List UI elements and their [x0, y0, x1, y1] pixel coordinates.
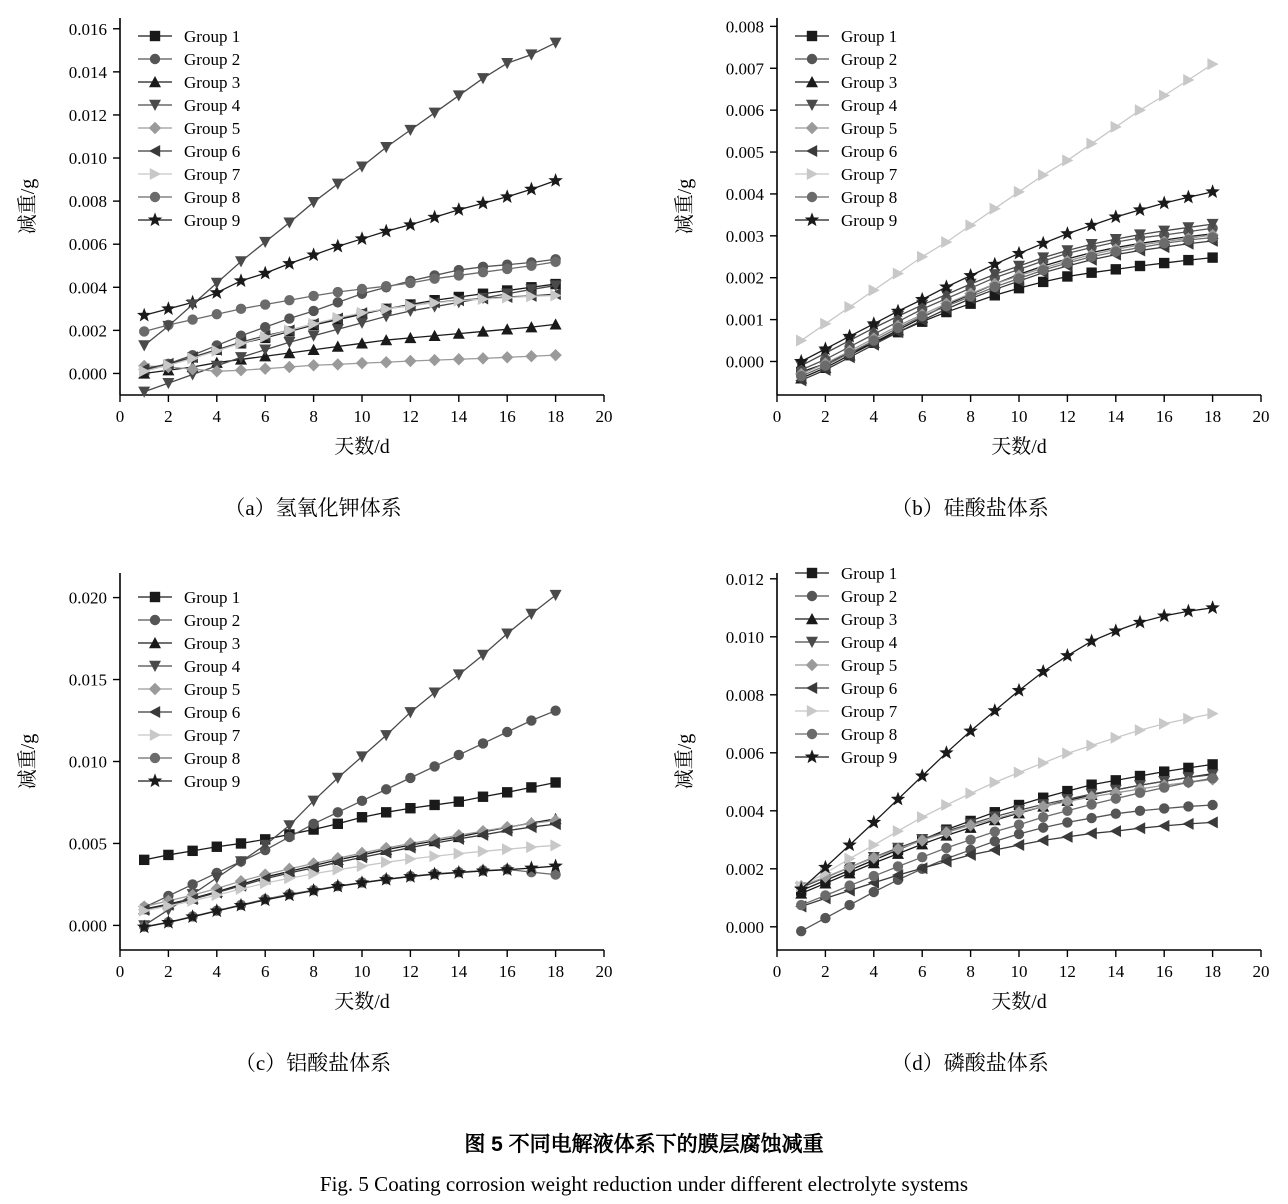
- svg-text:12: 12: [401, 962, 419, 981]
- svg-text:Group 2: Group 2: [841, 50, 898, 69]
- svg-text:Group 3: Group 3: [184, 73, 241, 92]
- svg-text:10: 10: [353, 407, 371, 426]
- svg-text:Group 6: Group 6: [184, 703, 241, 722]
- svg-text:0.014: 0.014: [68, 62, 107, 82]
- svg-text:0.003: 0.003: [725, 226, 764, 246]
- svg-text:0.020: 0.020: [68, 588, 107, 608]
- svg-text:0.004: 0.004: [725, 801, 764, 821]
- svg-text:Group 7: Group 7: [841, 702, 898, 721]
- svg-text:14: 14: [450, 962, 468, 981]
- plot-area-b: [665, 0, 1275, 470]
- svg-text:8: 8: [966, 962, 975, 981]
- panel-b: [665, 0, 1275, 540]
- svg-text:6: 6: [260, 962, 270, 981]
- svg-text:Group 7: Group 7: [184, 165, 241, 184]
- svg-text:10: 10: [353, 962, 371, 981]
- svg-text:Group 5: Group 5: [184, 119, 241, 138]
- svg-text:Group 4: Group 4: [184, 657, 241, 676]
- svg-text:Group 9: Group 9: [184, 211, 241, 230]
- svg-text:20: 20: [595, 962, 613, 981]
- svg-text:0.006: 0.006: [725, 101, 764, 121]
- svg-text:Group 8: Group 8: [184, 749, 241, 768]
- svg-text:Group 6: Group 6: [184, 142, 241, 161]
- svg-text:2: 2: [164, 407, 173, 426]
- svg-text:0.010: 0.010: [68, 752, 107, 772]
- svg-text:Group 4: Group 4: [841, 96, 898, 115]
- figure-title-cn: 图 5 不同电解液体系下的膜层腐蚀减重: [464, 1133, 824, 1156]
- svg-text:16: 16: [1155, 407, 1173, 426]
- svg-text:Group 6: Group 6: [841, 142, 898, 161]
- svg-text:Group 1: Group 1: [184, 27, 241, 46]
- svg-text:0.000: 0.000: [68, 364, 107, 384]
- plot-area-a: [8, 0, 618, 470]
- svg-text:4: 4: [869, 962, 879, 981]
- svg-text:Group 5: Group 5: [841, 656, 898, 675]
- svg-text:Group 1: Group 1: [184, 588, 241, 607]
- svg-text:0.005: 0.005: [68, 834, 107, 854]
- svg-text:14: 14: [1107, 407, 1125, 426]
- svg-text:Group 4: Group 4: [184, 96, 241, 115]
- svg-text:0.010: 0.010: [68, 149, 107, 169]
- plot-area-c: [8, 555, 618, 1025]
- panel-d-caption: （d）磷酸盐体系: [891, 1051, 1049, 1075]
- panel-b-caption: （b）硅酸盐体系: [891, 496, 1049, 520]
- svg-text:18: 18: [547, 407, 565, 426]
- svg-text:Group 3: Group 3: [841, 73, 898, 92]
- svg-text:0.008: 0.008: [725, 17, 764, 37]
- svg-text:0.015: 0.015: [68, 670, 107, 690]
- svg-text:8: 8: [309, 407, 318, 426]
- plot-area-d: [665, 555, 1275, 1025]
- svg-text:18: 18: [1204, 407, 1222, 426]
- svg-text:0.002: 0.002: [725, 859, 764, 879]
- svg-text:0.008: 0.008: [68, 192, 107, 212]
- svg-text:18: 18: [1204, 962, 1222, 981]
- svg-text:18: 18: [547, 962, 565, 981]
- svg-text:Group 4: Group 4: [841, 633, 898, 652]
- svg-text:0.012: 0.012: [68, 105, 107, 125]
- svg-text:减重/g: 减重/g: [674, 733, 696, 790]
- svg-text:Group 1: Group 1: [841, 27, 898, 46]
- svg-text:4: 4: [869, 407, 879, 426]
- svg-text:0: 0: [115, 962, 125, 981]
- svg-text:2: 2: [821, 962, 830, 981]
- svg-text:天数/d: 天数/d: [991, 991, 1047, 1013]
- svg-text:Group 9: Group 9: [184, 772, 241, 791]
- svg-text:0.010: 0.010: [725, 627, 764, 647]
- svg-text:14: 14: [1107, 962, 1125, 981]
- svg-text:4: 4: [212, 407, 222, 426]
- svg-text:0.000: 0.000: [725, 352, 764, 372]
- svg-text:10: 10: [1010, 962, 1028, 981]
- svg-text:8: 8: [966, 407, 975, 426]
- svg-text:Group 5: Group 5: [841, 119, 898, 138]
- svg-text:Group 2: Group 2: [184, 50, 241, 69]
- svg-text:0.008: 0.008: [725, 685, 764, 705]
- svg-text:0.001: 0.001: [725, 310, 764, 330]
- svg-text:Group 5: Group 5: [184, 680, 241, 699]
- svg-text:12: 12: [401, 407, 419, 426]
- svg-text:0: 0: [772, 962, 782, 981]
- svg-text:Group 3: Group 3: [841, 610, 898, 629]
- svg-text:Group 1: Group 1: [841, 564, 898, 583]
- svg-text:0.006: 0.006: [725, 743, 764, 763]
- svg-text:16: 16: [498, 407, 516, 426]
- svg-text:0.012: 0.012: [725, 569, 764, 589]
- svg-text:0: 0: [772, 407, 782, 426]
- svg-text:减重/g: 减重/g: [17, 733, 39, 790]
- panel-d: [665, 555, 1275, 1095]
- svg-text:14: 14: [450, 407, 468, 426]
- svg-text:0.004: 0.004: [68, 278, 107, 298]
- svg-text:20: 20: [1252, 407, 1270, 426]
- svg-text:0.000: 0.000: [68, 916, 107, 936]
- svg-text:Group 7: Group 7: [184, 726, 241, 745]
- svg-text:天数/d: 天数/d: [334, 436, 390, 458]
- svg-text:减重/g: 减重/g: [17, 178, 39, 235]
- svg-text:12: 12: [1058, 962, 1076, 981]
- svg-text:0.007: 0.007: [725, 59, 764, 79]
- svg-text:Group 8: Group 8: [841, 188, 898, 207]
- svg-text:8: 8: [309, 962, 318, 981]
- svg-text:Group 9: Group 9: [841, 748, 898, 767]
- svg-text:4: 4: [212, 962, 222, 981]
- svg-text:Group 8: Group 8: [841, 725, 898, 744]
- panel-c: [8, 555, 618, 1095]
- svg-text:Group 7: Group 7: [841, 165, 898, 184]
- svg-text:0.006: 0.006: [68, 235, 107, 255]
- svg-text:Group 8: Group 8: [184, 188, 241, 207]
- svg-text:0.016: 0.016: [68, 19, 107, 39]
- svg-text:0.005: 0.005: [725, 143, 764, 163]
- svg-text:16: 16: [498, 962, 516, 981]
- figure-title-en: Fig. 5 Coating corrosion weight reduction under different electrolyte systems: [319, 1172, 969, 1196]
- svg-text:0.004: 0.004: [725, 184, 764, 204]
- svg-text:Group 3: Group 3: [184, 634, 241, 653]
- svg-text:0.000: 0.000: [725, 917, 764, 937]
- panel-c-caption: （c）铝酸盐体系: [234, 1051, 392, 1075]
- svg-text:6: 6: [917, 407, 927, 426]
- svg-text:Group 9: Group 9: [841, 211, 898, 230]
- panel-a: [8, 0, 618, 540]
- svg-text:天数/d: 天数/d: [334, 991, 390, 1013]
- svg-text:Group 2: Group 2: [184, 611, 241, 630]
- svg-text:6: 6: [260, 407, 270, 426]
- svg-text:0.002: 0.002: [725, 268, 764, 288]
- panel-a-caption: （a）氢氧化钾体系: [224, 496, 402, 520]
- svg-text:12: 12: [1058, 407, 1076, 426]
- svg-text:2: 2: [164, 962, 173, 981]
- svg-text:20: 20: [595, 407, 613, 426]
- svg-text:2: 2: [821, 407, 830, 426]
- svg-text:天数/d: 天数/d: [991, 436, 1047, 458]
- svg-text:Group 6: Group 6: [841, 679, 898, 698]
- svg-text:0.002: 0.002: [68, 321, 107, 341]
- svg-text:20: 20: [1252, 962, 1270, 981]
- svg-text:10: 10: [1010, 407, 1028, 426]
- svg-text:Group 2: Group 2: [841, 587, 898, 606]
- svg-text:减重/g: 减重/g: [674, 178, 696, 235]
- svg-text:16: 16: [1155, 962, 1173, 981]
- svg-text:0: 0: [115, 407, 125, 426]
- svg-text:6: 6: [917, 962, 927, 981]
